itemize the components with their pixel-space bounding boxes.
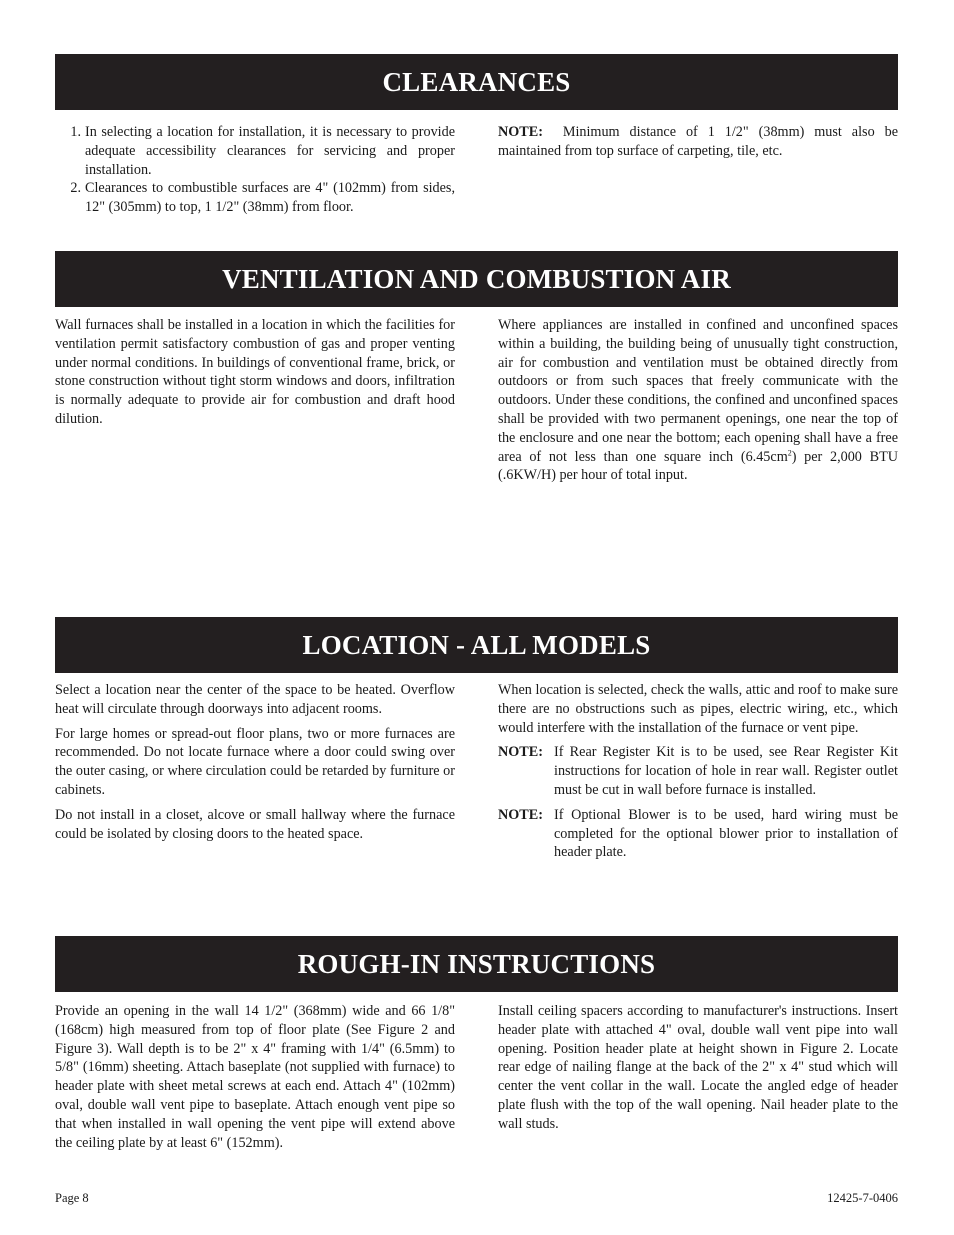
location-paragraph: When location is selected, check the walls, attic and roof to make sure there are no obstructions such as pipes, electric wiring, etc., which would interfere with the installation of the furnace or vent pipe. (498, 682, 898, 736)
location-paragraph: Do not install in a closet, alcove or small hallway where the furnace could be isolated by closing doors to the heated space. (55, 806, 455, 842)
roughin-paragraph: Provide an opening in the wall 14 1/2" (368mm) wide and 66 1/8" (168cm) high measured from top of floor plate (See Figure 2 and Figure 3). Wall depth is to be 2" x 4" framing with 1/4" (6.5mm) to 5/8" (16mm) sheeting. Attach baseplate (not supplied with furnace) to header plate with sheet metal screws at each end. Attach 4" (102mm) oval, double wall vent pipe to baseplate. Attach enough vent pipe so that when installed in wall opening the vent pipe will extend above the ceiling plate by at least 6" (152mm). (55, 1003, 455, 1151)
ventilation-heading: VENTILATION AND COMBUSTION AIR (55, 251, 898, 307)
roughin-left-column (55, 1002, 455, 1158)
list-item (55, 179, 455, 217)
note-optional-blower (498, 806, 898, 862)
ventilation-text-part: Where appliances are installed in confined and unconfined spaces within a building, the building being of unusually tight construction, air for combustion and ventilation must be obtained directly from outdoors or from such spaces that freely communicate with the outdoors. Under these conditions, the confined and unconfined spaces shall be provided with two permanent openings, one near the top of the enclosure and one near the bottom; each opening shall have a free area of not less than one square inch (6.45cm (498, 317, 898, 465)
note-label: NOTE: (498, 744, 543, 761)
note-text: If Rear Register Kit is to be used, see Rear Register Kit instructions for location of hole in rear wall. Register outlet must be cut in wall before furnace is installed. (554, 744, 898, 798)
ventilation-paragraph (498, 316, 898, 485)
clearances-note (498, 123, 898, 161)
location-left-column (55, 681, 455, 849)
location-right-column (498, 681, 898, 868)
note-label: NOTE: (498, 124, 543, 140)
document-number: 12425-7-0406 (827, 1191, 898, 1205)
list-item-text: In selecting a location for installation, it is necessary to provide adequate accessibility clearances for servicing and proper installation. (85, 124, 455, 178)
superscript: 2 (787, 447, 792, 457)
roughin-paragraph: Install ceiling spacers according to manufacturer's instructions. Insert header plate with attached 4" oval, double wall vent pipe into wall opening. Position header plate at height shown in Figure 2. Locate rear edge of nailing flange at the back of the 2" x 4" stud which will center the vent collar in the wall. Locate the angled edge of header plate flush with the top of the wall opening. Nail header plate to the wall studs. (498, 1003, 898, 1132)
location-heading: LOCATION - ALL MODELS (55, 617, 898, 673)
note-rear-register (498, 743, 898, 799)
list-item-text: Clearances to combustible surfaces are 4" (102mm) from sides, 12" (305mm) to top, 1 1/2" (38mm) from floor. (85, 180, 455, 216)
roughin-right-column (498, 1002, 898, 1140)
note-text: If Optional Blower is to be used, hard wiring must be completed for the optional blower prior to installation of header plate. (554, 806, 898, 861)
location-paragraph: Select a location near the center of the space to be heated. Overflow heat will circulate through doorways into adjacent rooms. (55, 682, 455, 717)
note-text: Minimum distance of 1 1/2" (38mm) must also be maintained from top surface of carpeting, tile, etc. (498, 124, 898, 159)
ventilation-right-column (498, 316, 898, 491)
location-paragraph: For large homes or spread-out floor plans, two or more furnaces are recommended. Do not locate furnace where a door could swing over the outer casing, or where circulation could be retarded by furniture or cabinets. (55, 725, 455, 798)
note-label: NOTE: (498, 806, 543, 823)
list-item-number: 1. (70, 124, 81, 140)
page-number: Page 8 (55, 1191, 89, 1205)
ventilation-text-part: ) per 2,000 BTU (.6KW/H) per hour of total input. (498, 448, 898, 484)
roughin-heading: ROUGH-IN INSTRUCTIONS (55, 936, 898, 992)
clearances-list-column (55, 123, 455, 217)
list-item (55, 123, 455, 179)
clearances-list (55, 123, 455, 217)
list-item-number: 2. (70, 180, 81, 197)
clearances-heading: CLEARANCES (55, 54, 898, 110)
ventilation-left-column (55, 316, 455, 435)
ventilation-paragraph: Wall furnaces shall be installed in a location in which the facilities for ventilation permit satisfactory combustion of gas and proper venting under normal conditions. In buildings of conventional frame, brick, or stone construction without tight storm windows and doors, infiltration is normally adequate to provide air for combustion and draft hood dilution. (55, 317, 455, 427)
